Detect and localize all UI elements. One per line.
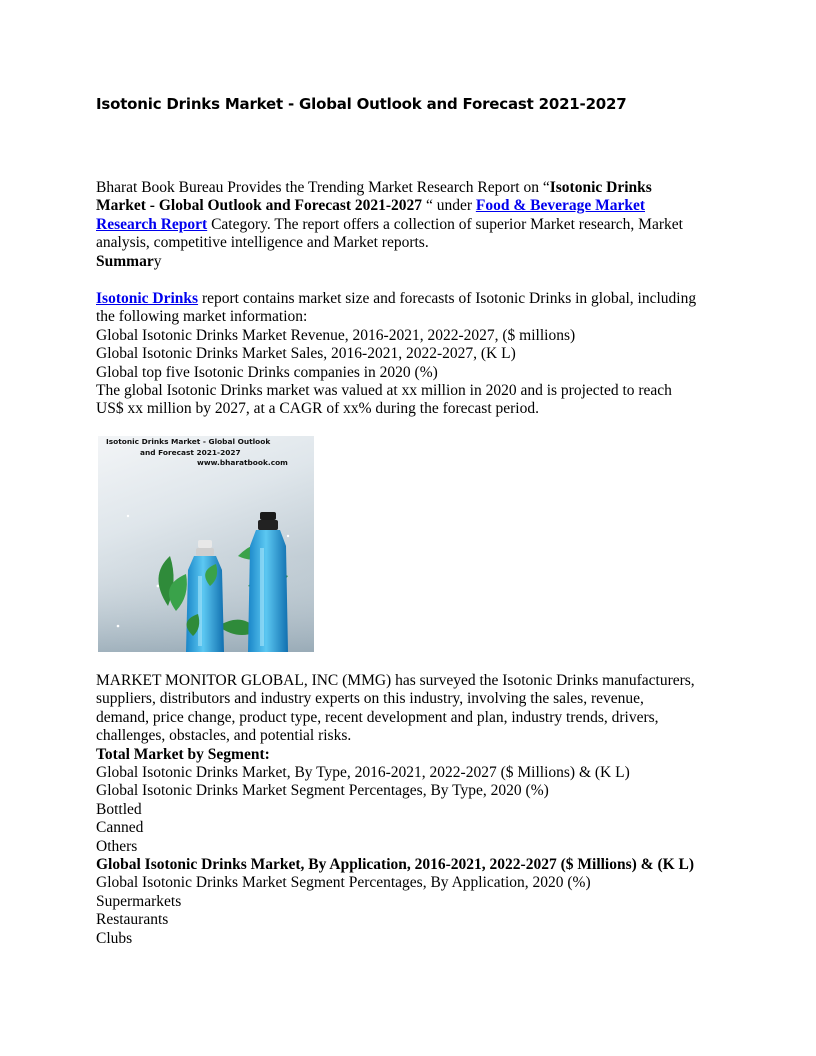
market-info-paragraph xyxy=(96,290,726,419)
cover-title-line-2: and Forecast 2021-2027 xyxy=(140,448,241,457)
report-cover-image xyxy=(98,436,314,652)
market-info-line-4: Global Isotonic Drinks Market Sales, 2016-2021, 2022-2027, (K L) xyxy=(96,345,516,363)
cover-website: www.bharatbook.com xyxy=(197,458,288,467)
isotonic-drinks-link[interactable]: Isotonic Drinks xyxy=(96,290,199,307)
report-name-bold-cont: Market - Global Outlook and Forecast 2021-2027 xyxy=(96,197,423,215)
type-line-1: Global Isotonic Drinks Market, By Type, 2016-2021, 2022-2027 ($ Millions) & (K L) xyxy=(96,764,630,782)
report-name-bold: Isotonic Drinks xyxy=(549,179,652,196)
intro-paragraph xyxy=(96,179,726,271)
intro-text: Bharat Book Bureau Provides the Trending Market Research Report on “ xyxy=(96,179,550,196)
food-beverage-link[interactable]: Food & Beverage Market xyxy=(475,197,646,215)
market-info-line-7: US$ xx million by 2027, at a CAGR of xx% during the forecast period. xyxy=(96,400,539,418)
market-info-line-3: Global Isotonic Drinks Market Revenue, 2016-2021, 2022-2027, ($ millions) xyxy=(96,326,576,344)
type-item-bottled: Bottled xyxy=(96,800,142,818)
segment-heading: Total Market by Segment: xyxy=(96,745,270,763)
food-beverage-link-cont[interactable]: Research Report xyxy=(96,215,208,233)
mmg-line-2: suppliers, distributors and industry experts on this industry, involving the sales, revenue, xyxy=(96,690,644,708)
cover-title-line-1: Isotonic Drinks Market - Global Outlook xyxy=(106,437,271,446)
type-item-canned: Canned xyxy=(96,819,144,837)
summary-heading xyxy=(96,253,726,271)
market-info-line-1 xyxy=(96,290,726,308)
intro-line-2 xyxy=(96,197,726,215)
application-item-clubs: Clubs xyxy=(96,929,133,947)
market-info-line-5: Global top five Isotonic Drinks companies in 2020 (%) xyxy=(96,363,438,381)
intro-line-4: analysis, competitive intelligence and Market reports. xyxy=(96,234,429,252)
mmg-line-1: MARKET MONITOR GLOBAL, INC (MMG) has surveyed the Isotonic Drinks manufacturers, xyxy=(96,672,695,689)
mmg-line-3: demand, price change, product type, recent development and plan, industry trends, drivers, xyxy=(96,708,659,726)
intro-line-1 xyxy=(96,179,726,197)
intro-under-text: “ under xyxy=(422,197,476,215)
application-item-restaurants: Restaurants xyxy=(96,911,169,929)
market-info-line-6: The global Isotonic Drinks market was valued at xx million in 2020 and is projected to reach xyxy=(96,382,672,400)
report-title: Isotonic Drinks Market - Global Outlook and Forecast 2021-2027 xyxy=(96,95,627,113)
market-info-text: report contains market size and forecasts of Isotonic Drinks in global, including xyxy=(198,290,697,307)
intro-line-3 xyxy=(96,216,726,234)
application-line-1: Global Isotonic Drinks Market Segment Percentages, By Application, 2020 (%) xyxy=(96,874,591,892)
intro-category-text: Category. The report offers a collection of superior Market research, Market xyxy=(207,215,683,233)
summary-tail: y xyxy=(153,252,162,270)
type-line-2: Global Isotonic Drinks Market Segment Percentages, By Type, 2020 (%) xyxy=(96,782,549,800)
mmg-section xyxy=(96,672,726,948)
mmg-line-4: challenges, obstacles, and potential risks. xyxy=(96,727,352,745)
summary-bold: Summar xyxy=(96,252,154,270)
application-item-supermarkets: Supermarkets xyxy=(96,892,182,910)
application-heading: Global Isotonic Drinks Market, By Application, 2016-2021, 2022-2027 ($ Millions) & (K L) xyxy=(96,856,695,874)
market-info-line-2: the following market information: xyxy=(96,308,308,326)
type-item-others: Others xyxy=(96,837,138,855)
